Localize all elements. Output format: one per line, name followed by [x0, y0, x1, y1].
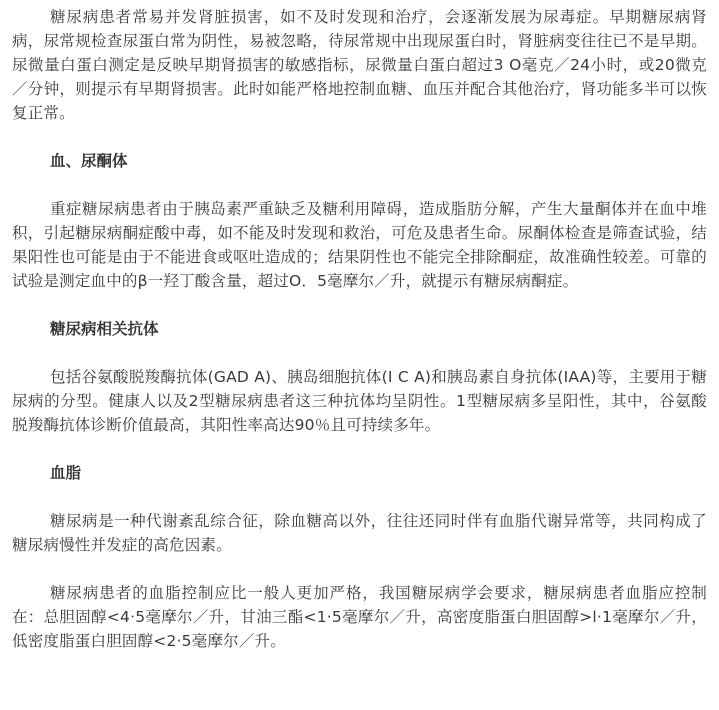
spacer	[12, 557, 707, 581]
spacer	[12, 173, 707, 197]
heading-ketones: 血、尿酮体	[49, 152, 128, 170]
paragraph-kidney: 糖尿病患者常易并发肾脏损害，如不及时发现和治疗，会逐渐发展为尿毒症。早期糖尿病肾病，尿常规检查尿蛋白常为阴性，易被忽略，待尿常规中出现尿蛋白时，肾脏病变往往已不是早期。尿微量白蛋白测定是反映早期肾损害的敏感指标，尿微量白蛋白超过3 O毫克／24小时，或20微克／分钟，则提示有早期肾损害。此时如能严格地控制血糖、血压并配合其他治疗，肾功能多半可以恢复正常。	[12, 8, 707, 122]
spacer	[12, 293, 707, 317]
spacer	[12, 341, 707, 365]
paragraph-antibodies: 包括谷氨酸脱羧酶抗体(GAD A)、胰岛细胞抗体(I C A)和胰岛素自身抗体(IAA)等，主要用于糖尿病的分型。健康人以及2型糖尿病患者这三种抗体均呈阴性。1型糖尿病多呈阳性，其中，谷氨酸脱羧酶抗体诊断价值最高，其阳性率高达90％且可持续多年。	[12, 368, 707, 434]
heading-lipids: 血脂	[49, 464, 81, 482]
spacer	[12, 125, 707, 149]
paragraph-lipids-targets: 糖尿病患者的血脂控制应比一般人更加严格，我国糖尿病学会要求，糖尿病患者血脂应控制在：总胆固醇<4·5毫摩尔／升，甘油三酯<1·5毫摩尔／升，高密度脂蛋白胆固醇>l·1毫摩尔／升，低密度脂蛋白胆固醇<2·5毫摩尔／升。	[12, 584, 707, 650]
heading-antibodies: 糖尿病相关抗体	[49, 320, 159, 338]
paragraph-ketones: 重症糖尿病患者由于胰岛素严重缺乏及糖利用障碍，造成脂肪分解，产生大量酮体并在血中堆积，引起糖尿病酮症酸中毒，如不能及时发现和救治，可危及患者生命。尿酮体检查是筛查试验，结果阳性也可能是由于不能进食或呕吐造成的；结果阴性也不能完全排除酮症，故准确性较差。可靠的试验是测定血中的β一羟丁酸含量，超过O．5毫摩尔／升，就提示有糖尿病酮症。	[12, 200, 707, 290]
paragraph-lipids-intro: 糖尿病是一种代谢紊乱综合征，除血糖高以外，往往还同时伴有血脂代谢异常等，共同构成了糖尿病慢性并发症的高危因素。	[12, 512, 707, 554]
article-body	[12, 5, 707, 653]
spacer	[12, 437, 707, 461]
spacer	[12, 485, 707, 509]
